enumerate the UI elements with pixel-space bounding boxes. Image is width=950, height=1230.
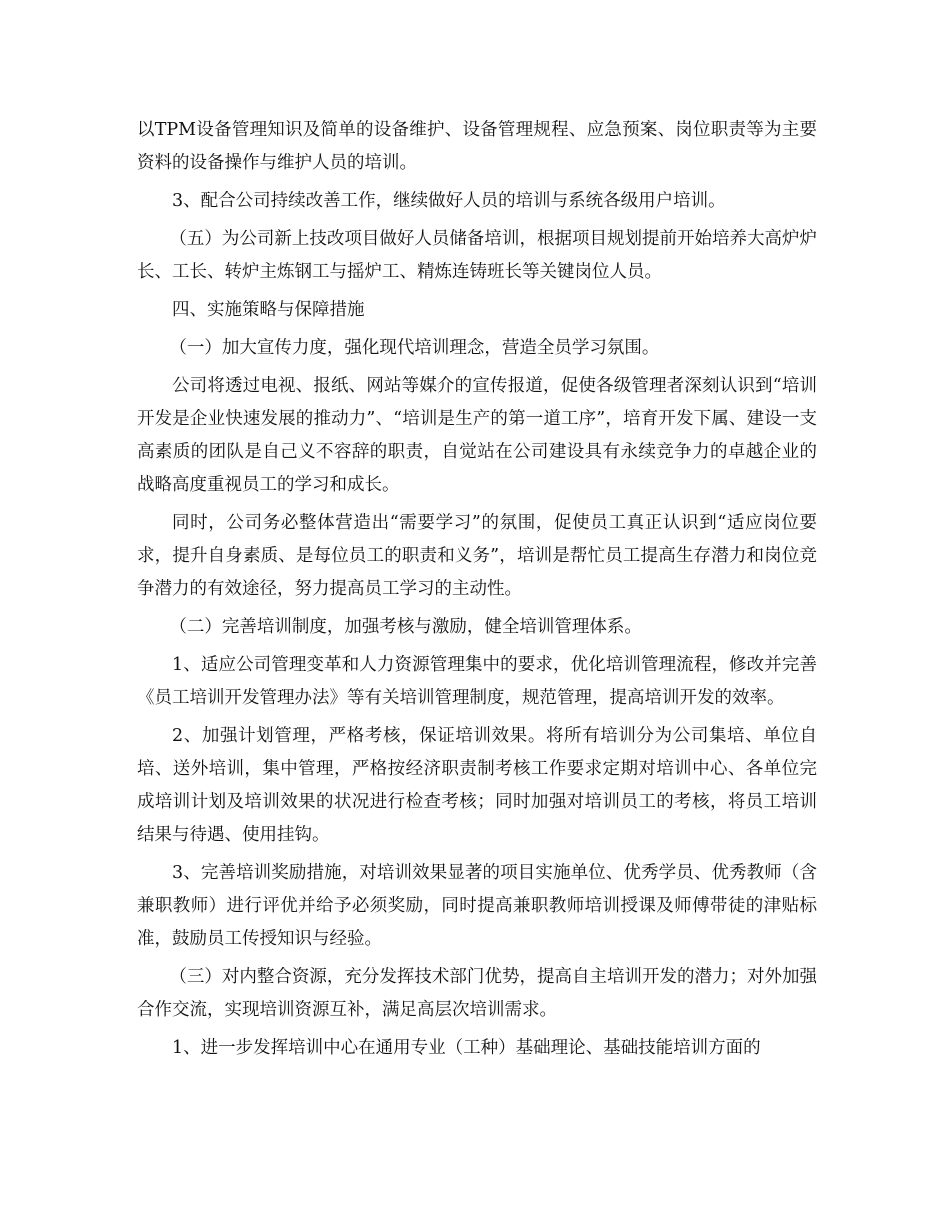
paragraph-reward-measures: 3、完善培训奖励措施，对培训效果显著的项目实施单位、优秀学员、优秀教师（含兼职教师）进行评优并给予必须奖励，同时提高兼职教师培训授课及师傅带徒的津贴标准，鼓励员工传授知识与经验。	[137, 863, 817, 949]
paragraph-section-five: （五）为公司新上技改项目做好人员储备培训，根据项目规划提前开始培养大高炉炉长、工长、转炉主炼钢工与摇炉工、精炼连铸班长等关键岗位人员。	[137, 229, 817, 282]
paragraph-training-center: 1、进一步发挥培训中心在通用专业（工种）基础理论、基础技能培训方面的	[172, 1038, 761, 1058]
subheading-training-system: （二）完善培训制度，加强考核与激励，健全培训管理体系。	[169, 617, 642, 637]
paragraph-continuous-improvement: 3、配合公司持续改善工作，继续做好人员的培训与系统各级用户培训。	[172, 191, 726, 211]
section-heading-strategy: 四、实施策略与保障措施	[172, 300, 365, 320]
document-body	[137, 114, 817, 1070]
paragraph-management-process: 1、适应公司管理变革和人力资源管理集中的要求，优化培训管理流程，修改并完善《员工培训开发管理办法》等有关培训管理制度，规范管理，提高培训开发的效率。	[137, 655, 817, 708]
subheading-publicity: （一）加大宣传力度，强化现代培训理念，营造全员学习氛围。	[169, 338, 660, 358]
paragraph-learning-atmosphere: 同时，公司务必整体营造出“需要学习”的氛围，促使员工真正认识到“适应岗位要求，提升自身素质、是每位员工的职责和义务”，培训是帮忙员工提高生存潜力和岗位竞争潜力的有效途径，努力提高员工学习的主动性。	[137, 513, 817, 599]
paragraph-tpm-training: 以TPM设备管理知识及简单的设备维护、设备管理规程、应急预案、岗位职责等为主要资料的设备操作与维护人员的培训。	[137, 120, 817, 173]
paragraph-media-publicity: 公司将透过电视、报纸、网站等媒介的宣传报道，促使各级管理者深刻认识到“培训开发是企业快速发展的推动力”、“培训是生产的第一道工序”，培育开发下属、建设一支高素质的团队是自己义不容辞的职责，自觉站在公司建设具有永续竞争力的卓越企业的战略高度重视员工的学习和成长。	[137, 376, 817, 495]
subheading-resource-integration: （三）对内整合资源，充分发挥技术部门优势，提高自主培训开发的潜力；对外加强合作交流，实现培训资源互补，满足高层次培训需求。	[137, 967, 817, 1020]
paragraph-plan-management: 2、加强计划管理，严格考核，保证培训效果。将所有培训分为公司集培、单位自培、送外培训，集中管理，严格按经济职责制考核工作要求定期对培训中心、各单位完成培训计划及培训效果的状况进行检查考核；同时加强对培训员工的考核，将员工培训结果与待遇、使用挂钩。	[137, 726, 817, 845]
